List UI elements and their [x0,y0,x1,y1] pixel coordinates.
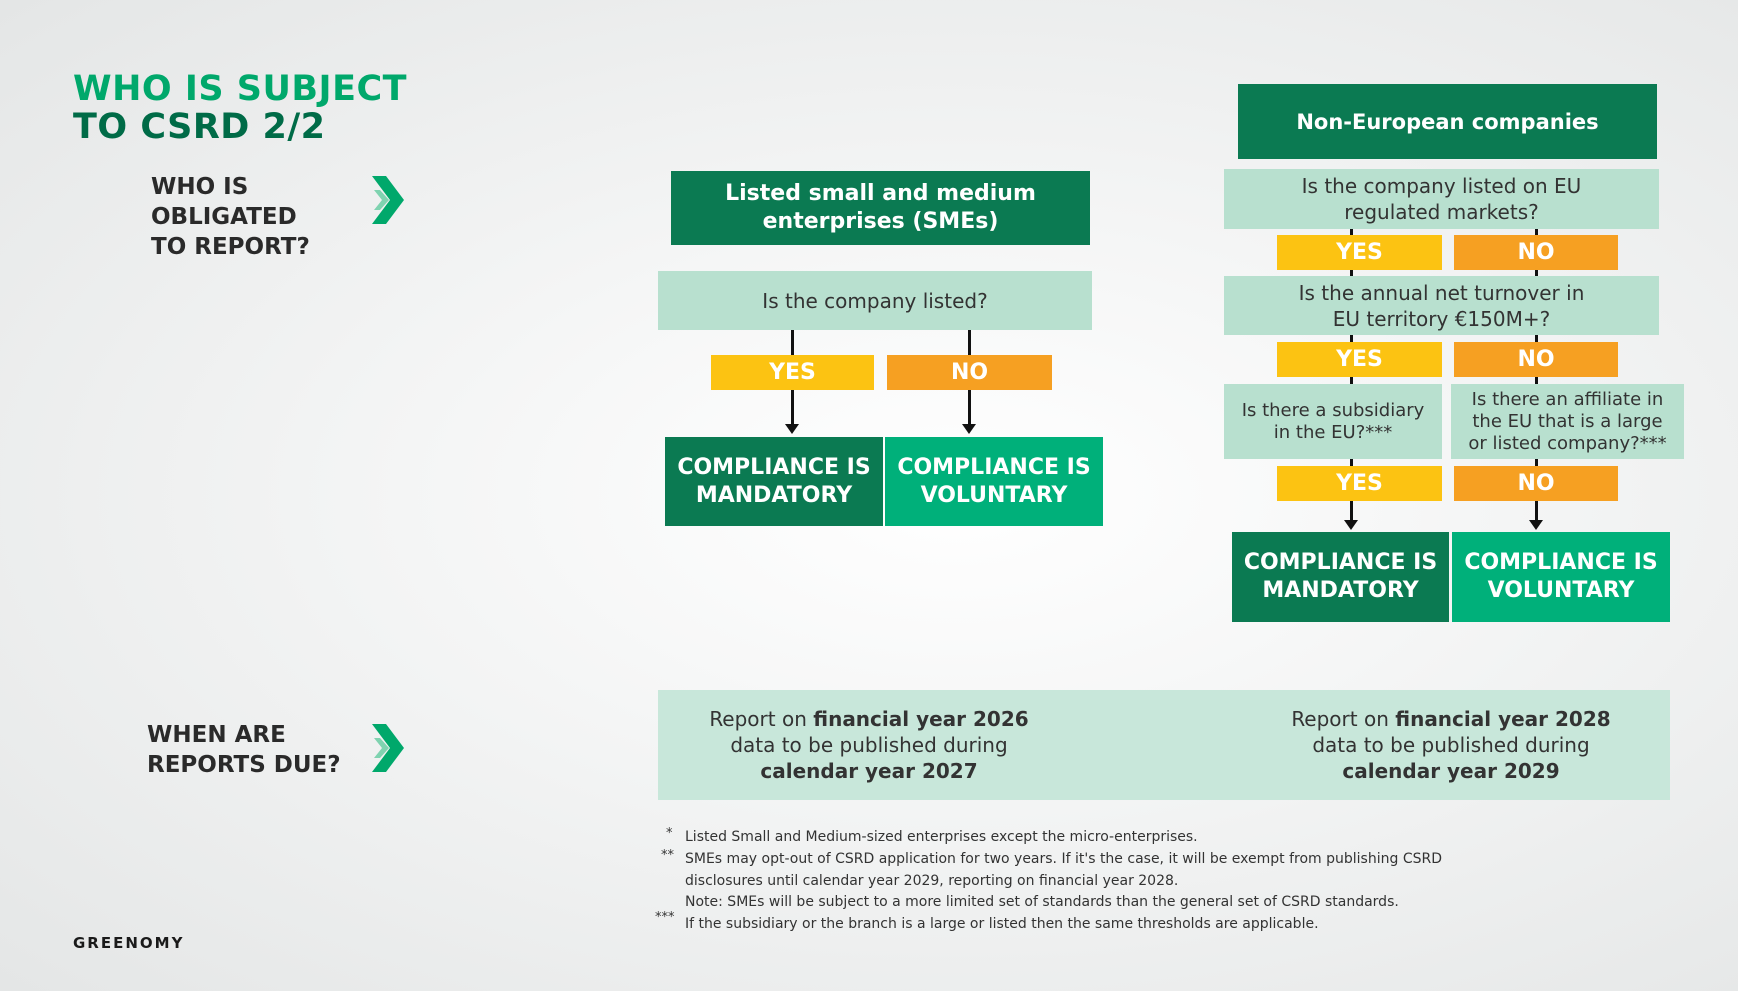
noneu-q3b-line-3: or listed company?*** [1468,432,1667,454]
double-chevron-right-icon [372,724,404,772]
title-line-1: WHO IS SUBJECT [73,69,408,109]
sme-compliance-mandatory [665,437,883,526]
report-left-mid: data to be published during [730,733,1008,757]
report-left-fy: financial year 2026 [813,707,1029,731]
noneu-question-turnover [1224,276,1659,335]
noneu-question-listed [1224,169,1659,229]
footnote-star-3: *** [655,910,675,925]
noneu-q1-line-1: Is the company listed on EU [1301,174,1582,198]
sme-question: Is the company listed? [658,271,1092,330]
footnote-2a: SMEs may opt-out of CSRD application for two years. If it's the case, it will be exempt from publishing CSRD [685,851,1442,867]
double-chevron-right-icon [372,176,404,224]
who-obligated-line-3: TO REPORT? [151,234,310,260]
sme-header-line-2: enterprises (SMEs) [762,209,999,234]
who-obligated-line-1: WHO IS [151,174,249,200]
footnote-3: If the subsidiary or the branch is a large or listed then the same thresholds are applicable. [685,916,1319,932]
when-due-line-1: WHEN ARE [147,722,286,748]
sme-mandatory-line-1: COMPLIANCE IS [677,454,871,480]
noneu-no-badge-3: NO [1454,466,1618,501]
title-line-2: TO CSRD 2/2 [73,107,326,147]
arrow-down-icon [1344,520,1358,530]
who-obligated-line-2: OBLIGATED [151,204,297,230]
when-due-label [147,720,341,780]
noneu-yes-badge-1: YES [1277,235,1442,270]
noneu-q3b-line-2: the EU that is a large [1472,410,1663,432]
report-right-pre: Report on [1291,707,1396,731]
footnote-star-2: ** [661,848,674,863]
noneu-voluntary-line-1: COMPLIANCE IS [1464,550,1658,575]
footnote-star-1: * [666,826,673,841]
noneu-question-affiliate [1451,384,1684,459]
report-right-cy: calendar year 2029 [1342,759,1560,783]
noneu-q1-line-2: regulated markets? [1344,200,1539,224]
noneu-q3b-line-1: Is there an affiliate in [1471,388,1664,410]
arrow-down-icon [1529,520,1543,530]
noneu-no-badge-2: NO [1454,342,1618,377]
noneu-q2-line-1: Is the annual net turnover in [1298,280,1585,305]
brand-logo: GREENOMY [73,934,185,952]
noneu-no-badge-1: NO [1454,235,1618,270]
noneu-compliance-voluntary [1452,532,1670,622]
noneu-q3a-line-1: Is there a subsidiary [1241,399,1425,421]
noneu-q3a-line-2: in the EU?*** [1273,421,1393,443]
report-right-mid: data to be published during [1312,733,1590,757]
arrow-down-icon [785,424,799,434]
noneu-question-subsidiary [1224,384,1442,459]
arrow-down-icon [962,424,976,434]
noneu-mandatory-line-1: COMPLIANCE IS [1243,550,1438,575]
report-left [658,706,1080,784]
sme-no-badge: NO [887,355,1052,390]
sme-compliance-voluntary [885,437,1103,526]
sme-header-line-1: Listed small and medium [725,181,1036,206]
noneu-mandatory-line-2: MANDATORY [1262,578,1419,603]
footnote-2b: disclosures until calendar year 2029, reporting on financial year 2028. [685,873,1179,889]
sme-voluntary-line-1: COMPLIANCE IS [897,454,1091,480]
noneu-q2-line-2: EU territory €150M+? [1332,306,1551,331]
footnote-1: Listed Small and Medium-sized enterprises except the micro-enterprises. [685,829,1198,845]
sme-mandatory-line-2: MANDATORY [695,482,853,508]
who-obligated-label [151,172,310,262]
noneu-compliance-mandatory [1232,532,1449,622]
noneu-header: Non-European companies [1238,84,1657,159]
report-left-cy: calendar year 2027 [760,759,978,783]
footnote-2c: Note: SMEs will be subject to a more limited set of standards than the general set of CSRD standards. [685,894,1399,910]
when-due-line-2: REPORTS DUE? [147,752,341,778]
sme-yes-badge: YES [711,355,874,390]
report-left-pre: Report on [709,707,814,731]
report-right [1240,706,1662,784]
noneu-yes-badge-3: YES [1277,466,1442,501]
noneu-yes-badge-2: YES [1277,342,1442,377]
sme-header [671,171,1090,245]
sme-voluntary-line-2: VOLUNTARY [920,482,1068,508]
report-right-fy: financial year 2028 [1395,707,1611,731]
noneu-voluntary-line-2: VOLUNTARY [1487,578,1635,603]
